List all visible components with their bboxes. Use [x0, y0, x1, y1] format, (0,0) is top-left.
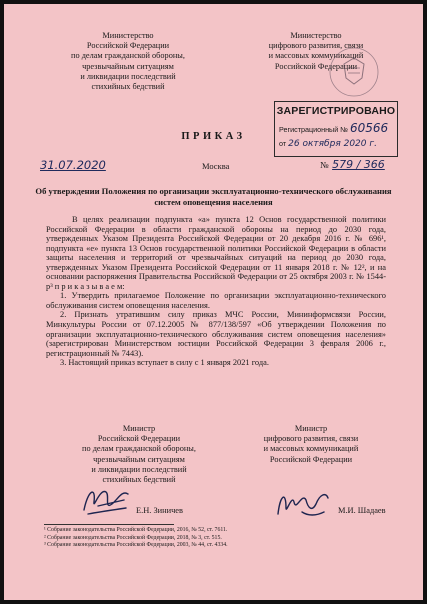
issuer-right-line: цифрового развития, связи	[268, 41, 364, 51]
signatory-left-line: чрезвычайным ситуациям	[93, 454, 185, 464]
signatory-left-line: стихийных бедствий	[102, 475, 176, 485]
issuer-left-line: по делам гражданской обороны,	[71, 51, 185, 61]
right-signature-icon	[272, 482, 334, 522]
footnote-item: ¹ Собрание законодательства Российской Федерации, 2016, № 52, ст. 7611.	[44, 527, 228, 533]
order-number: 579 / 366	[332, 158, 385, 171]
signatory-right-name: М.И. Шадаев	[338, 506, 386, 515]
signatory-right-block	[252, 424, 370, 465]
stamp-date-label: от	[279, 139, 287, 148]
stamp-date-value: 26 октября 2020 г.	[288, 139, 377, 149]
order-subject: Об утверждении Положения по организации эксплуатационно-технического обслуживания систем оповещения населения	[35, 186, 392, 207]
issuer-left-line: чрезвычайным ситуациям	[82, 61, 174, 71]
signatory-left-line: Российской Федерации	[97, 434, 181, 444]
footnote-item: ³ Собрание законодательства Российской Федерации, 2003, № 44, ст. 4334.	[44, 542, 228, 548]
signatory-right-line: и массовых коммуникаций	[263, 444, 359, 454]
signatory-right-line: Министр	[294, 424, 328, 433]
order-number-label: №	[320, 160, 329, 170]
issuer-left-line: стихийных бедствий	[91, 82, 165, 92]
document-page	[4, 4, 423, 600]
issuer-left-line: и ликвидации последствий	[80, 71, 176, 81]
left-signature-icon	[78, 480, 136, 520]
order-date: 31.07.2020	[40, 158, 106, 172]
footnote-item: ² Собрание законодательства Российской Федерации, 2018, № 3, ст. 515.	[44, 534, 222, 541]
issuer-left-block	[44, 31, 212, 92]
signatory-left-block	[74, 424, 204, 485]
body-paragraph: 2. Признать утратившим силу приказ МЧС России, Мининформсвязи России, Минкультуры России от 07.12.2005 № 877/138/597 «Об утверждении Положения по организации эксплуатационно-технического обслуживания систем оповещения населения» (зарегистрирован Министерством юстиции Российской Федерации 3 февраля 2006 г., регистрационный № 7443).	[46, 310, 386, 358]
body-paragraph: 3. Настоящий приказ вступает в силу с 1 января 2021 года.	[60, 358, 269, 368]
seal-emblem-icon	[326, 44, 382, 100]
stamp-reg-label: Регистрационный №	[279, 125, 348, 134]
stamp-reg-number: 60566	[349, 121, 389, 135]
signatory-left-line: Министр	[122, 424, 156, 433]
order-number-line	[320, 158, 385, 171]
issuer-right-line: и массовых коммуникаций	[268, 51, 364, 61]
signatory-right-line: цифрового развития, связи	[263, 434, 359, 444]
order-title: ПРИКАЗ	[181, 131, 246, 142]
footnote-divider	[44, 524, 174, 525]
order-body	[46, 215, 386, 368]
registration-stamp	[274, 101, 398, 157]
signatory-left-name: Е.Н. Зиничев	[136, 506, 183, 515]
order-city: Москва	[202, 161, 230, 171]
issuer-right-line: Министерство	[290, 31, 342, 40]
body-paragraph: В целях реализации подпункта «а» пункта 12 Основ государственной политики Российской Федерации в области гражданской обороны на период до 2030 года, утвержденных Указом Президента Российской Федерации от 20 декабря 2016 г. № 696¹, подпункта «е» пункта 13 Основ государственной политики Российской Федерации в области защиты населения и территорий от чрезвычайных ситуаций на период до 2030 года, утвержденных Указом Президента Российской Федерации от 11 января 2018 г. № 12², и на основании распоряжения Правительства Российской Федерации от 25 октября 2003 г. № 1544-р³ п р и к а з ы в а е м:	[46, 215, 386, 291]
body-paragraph: 1. Утвердить прилагаемое Положение по организации эксплуатационно-технического обслуживания систем оповещения населения.	[46, 291, 386, 310]
signatory-right-line: Российской Федерации	[269, 454, 353, 464]
issuer-right-line: Российской Федерации	[274, 61, 358, 71]
stamp-title: ЗАРЕГИСТРИРОВАНО	[276, 105, 396, 117]
footnotes	[44, 527, 384, 550]
issuer-left-line: Министерство	[102, 31, 154, 40]
signatory-left-line: и ликвидации последствий	[91, 464, 187, 474]
issuer-left-line: Российской Федерации	[86, 41, 170, 51]
signatory-left-line: по делам гражданской обороны,	[82, 444, 196, 454]
